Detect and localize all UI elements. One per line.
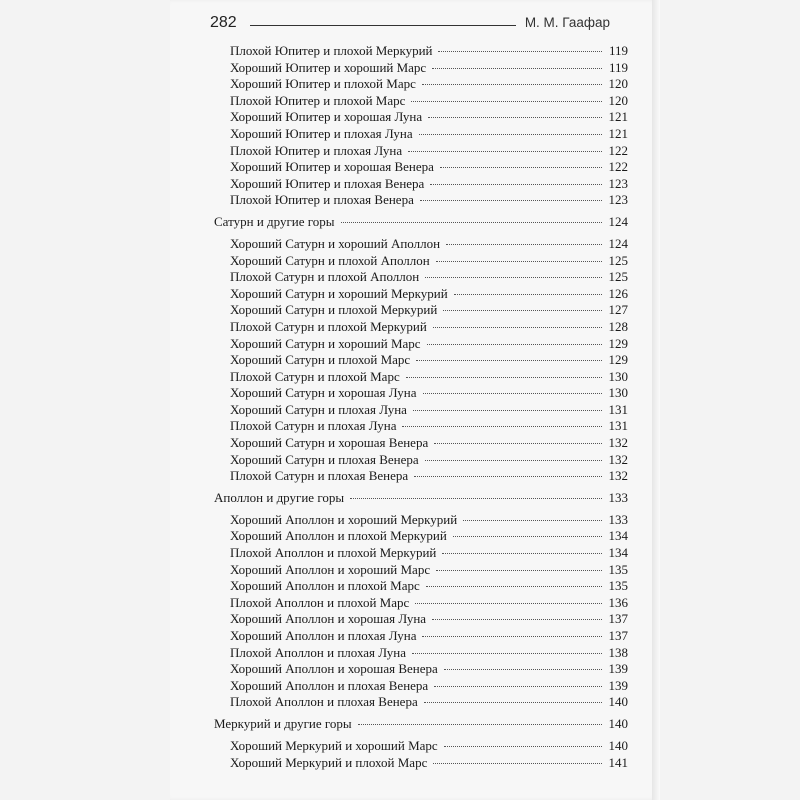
toc-entry bbox=[214, 528, 628, 545]
toc-entry bbox=[214, 562, 628, 579]
toc-dot-leader bbox=[434, 685, 602, 687]
toc-entry-title: Хороший Аполлон и хороший Меркурий bbox=[230, 511, 458, 527]
toc-entry-page: 128 bbox=[608, 318, 628, 334]
toc-entry bbox=[214, 336, 628, 353]
toc-entry bbox=[214, 402, 628, 419]
toc-dot-leader bbox=[406, 376, 602, 378]
toc-entry bbox=[214, 595, 628, 612]
toc-entry-page: 134 bbox=[608, 528, 628, 544]
toc-entry-page: 140 bbox=[608, 694, 628, 710]
toc-entry bbox=[214, 60, 628, 77]
toc-dot-leader bbox=[438, 50, 602, 52]
toc-entry bbox=[214, 628, 628, 645]
toc-entry-page: 132 bbox=[608, 435, 628, 451]
toc-entry-title: Хороший Меркурий и хороший Марс bbox=[230, 737, 438, 753]
toc-entry-title: Хороший Аполлон и хорошая Венера bbox=[230, 661, 438, 677]
toc-entry bbox=[214, 302, 628, 319]
toc-entry bbox=[214, 253, 628, 270]
running-head-author: М. М. Гаафар bbox=[524, 15, 610, 30]
toc-section-entry bbox=[214, 214, 628, 231]
toc-entry bbox=[214, 452, 628, 469]
toc-entry bbox=[214, 192, 628, 209]
toc-dot-leader bbox=[463, 519, 602, 521]
toc-entry bbox=[214, 159, 628, 176]
toc-entry-page: 138 bbox=[608, 644, 628, 660]
toc-entry bbox=[214, 435, 628, 452]
toc-entry-page: 131 bbox=[608, 418, 628, 434]
toc-dot-leader bbox=[432, 67, 602, 69]
toc-entry-title: Хороший Аполлон и хороший Марс bbox=[230, 561, 431, 577]
toc-entry-page: 133 bbox=[608, 489, 628, 505]
toc-entry-page: 129 bbox=[608, 335, 628, 351]
toc-entry-page: 123 bbox=[608, 192, 628, 208]
toc-entry-title: Плохой Аполлон и плохой Меркурий bbox=[230, 545, 437, 561]
toc-entry-title: Хороший Аполлон и хорошая Луна bbox=[230, 611, 427, 627]
toc-entry-page: 125 bbox=[608, 252, 628, 268]
toc-dot-leader bbox=[422, 83, 602, 85]
toc-entry-title: Меркурий и другие горы bbox=[214, 715, 352, 731]
toc-entry-page: 141 bbox=[608, 754, 628, 770]
toc-entry-title: Хороший Сатурн и хороший Марс bbox=[230, 335, 421, 351]
toc-entry bbox=[214, 385, 628, 402]
toc-entry-page: 134 bbox=[608, 545, 628, 561]
toc-entry bbox=[214, 755, 628, 772]
toc-entry bbox=[214, 43, 628, 60]
toc-entry-page: 119 bbox=[608, 59, 628, 75]
toc-dot-leader bbox=[420, 199, 602, 201]
toc-entry-page: 139 bbox=[608, 677, 628, 693]
toc-entry-page: 121 bbox=[608, 109, 628, 125]
toc-dot-leader bbox=[350, 497, 602, 499]
toc-entry-title: Аполлон и другие горы bbox=[214, 489, 345, 505]
toc-entry bbox=[214, 126, 628, 143]
toc-dot-leader bbox=[411, 100, 602, 102]
toc-entry-page: 139 bbox=[608, 661, 628, 677]
toc-entry-title: Хороший Сатурн и хороший Меркурий bbox=[230, 285, 448, 301]
toc-entry bbox=[214, 286, 628, 303]
header-rule bbox=[250, 25, 516, 26]
toc-entry bbox=[214, 109, 628, 126]
toc-entry-title: Хороший Меркурий и плохой Марс bbox=[230, 754, 428, 770]
toc-dot-leader bbox=[425, 276, 602, 278]
toc-dot-leader bbox=[341, 221, 602, 223]
toc-entry-page: 121 bbox=[608, 125, 628, 141]
toc-entry-page: 137 bbox=[608, 611, 628, 627]
toc-entry-page: 124 bbox=[608, 235, 628, 251]
toc-entry bbox=[214, 578, 628, 595]
toc-entry-page: 127 bbox=[608, 302, 628, 318]
toc-entry bbox=[214, 143, 628, 160]
toc-entry bbox=[214, 661, 628, 678]
toc-dot-leader bbox=[444, 745, 602, 747]
toc-entry-title: Сатурн и другие горы bbox=[214, 213, 335, 229]
toc-dot-leader bbox=[413, 409, 602, 411]
toc-entry-title: Плохой Юпитер и плохая Венера bbox=[230, 192, 414, 208]
toc-dot-leader bbox=[436, 569, 602, 571]
toc-entry-page: 135 bbox=[608, 578, 628, 594]
toc-entry bbox=[214, 468, 628, 485]
toc-entry-page: 132 bbox=[608, 451, 628, 467]
toc-dot-leader bbox=[433, 326, 602, 328]
toc-entry-title: Хороший Юпитер и плохая Луна bbox=[230, 125, 413, 141]
toc-entry-title: Хороший Юпитер и хорошая Луна bbox=[230, 109, 423, 125]
toc-entry-page: 125 bbox=[608, 269, 628, 285]
page-header bbox=[210, 12, 610, 34]
toc-entry-title: Хороший Сатурн и плохой Аполлон bbox=[230, 252, 430, 268]
toc-entry-title: Хороший Сатурн и плохая Венера bbox=[230, 451, 419, 467]
page-edge bbox=[652, 0, 660, 800]
toc-entry-title: Хороший Юпитер и хорошая Венера bbox=[230, 159, 434, 175]
toc-dot-leader bbox=[442, 552, 602, 554]
toc-entry bbox=[214, 269, 628, 286]
toc-entry bbox=[214, 418, 628, 435]
toc-entry-title: Хороший Аполлон и плохая Луна bbox=[230, 628, 417, 643]
toc-entry-page: 124 bbox=[608, 213, 628, 229]
toc-entry-page: 137 bbox=[608, 628, 628, 643]
toc-dot-leader bbox=[444, 668, 602, 670]
toc-entry-title: Плохой Юпитер и плохой Марс bbox=[230, 92, 406, 108]
toc-section-entry bbox=[214, 490, 628, 507]
toc-entry-title: Хороший Сатурн и хороший Аполлон bbox=[230, 235, 441, 251]
toc-entry-title: Хороший Сатурн и плохой Меркурий bbox=[230, 302, 438, 318]
toc-entry-title: Хороший Сатурн и хорошая Луна bbox=[230, 385, 417, 401]
toc-dot-leader bbox=[433, 762, 602, 764]
toc-entry-title: Хороший Аполлон и плохой Марс bbox=[230, 578, 420, 594]
toc-entry-page: 120 bbox=[608, 92, 628, 108]
toc-section-entry bbox=[214, 716, 628, 733]
toc-entry bbox=[214, 545, 628, 562]
toc-dot-leader bbox=[453, 535, 602, 537]
toc-dot-leader bbox=[425, 459, 602, 461]
toc-entry bbox=[214, 694, 628, 711]
toc-dot-leader bbox=[402, 425, 602, 427]
toc-entry-page: 140 bbox=[608, 737, 628, 753]
toc-entry-title: Хороший Сатурн и хорошая Венера bbox=[230, 435, 429, 451]
toc-dot-leader bbox=[414, 475, 602, 477]
toc-entry-title: Хороший Аполлон и плохой Меркурий bbox=[230, 528, 447, 544]
toc-entry bbox=[214, 352, 628, 369]
toc-dot-leader bbox=[427, 343, 602, 345]
toc-entry-title: Плохой Сатурн и плохой Меркурий bbox=[230, 318, 427, 334]
toc-entry bbox=[214, 76, 628, 93]
toc-dot-leader bbox=[428, 116, 602, 118]
toc-entry-page: 126 bbox=[608, 285, 628, 301]
toc-entry-page: 140 bbox=[608, 715, 628, 731]
toc-entry-page: 136 bbox=[608, 594, 628, 610]
toc-entry bbox=[214, 93, 628, 110]
toc-dot-leader bbox=[443, 309, 602, 311]
toc-entry-title: Плохой Юпитер и плохая Луна bbox=[230, 142, 403, 158]
toc-entry bbox=[214, 678, 628, 695]
toc-dot-leader bbox=[446, 243, 602, 245]
toc-entry-title: Хороший Юпитер и хороший Марс bbox=[230, 59, 427, 75]
toc-dot-leader bbox=[408, 150, 602, 152]
toc-entry-page: 135 bbox=[608, 561, 628, 577]
toc-dot-leader bbox=[440, 166, 602, 168]
toc-entry bbox=[214, 645, 628, 662]
toc-entry-title: Плохой Сатурн и плохой Аполлон bbox=[230, 269, 420, 285]
toc-entry-title: Хороший Сатурн и плохой Марс bbox=[230, 352, 411, 368]
toc-entry bbox=[214, 236, 628, 253]
toc-entry-title: Хороший Сатурн и плохая Луна bbox=[230, 401, 407, 417]
toc-entry-page: 122 bbox=[608, 142, 628, 158]
toc-dot-leader bbox=[430, 183, 602, 185]
toc-entry-page: 132 bbox=[608, 468, 628, 484]
toc-dot-leader bbox=[419, 133, 602, 135]
toc-entry-page: 130 bbox=[608, 368, 628, 384]
toc-dot-leader bbox=[424, 701, 602, 703]
toc-entry-title: Плохой Сатурн и плохая Луна bbox=[230, 418, 397, 434]
toc-dot-leader bbox=[436, 260, 602, 262]
toc-entry-title: Хороший Аполлон и плохая Венера bbox=[230, 677, 429, 693]
toc-entry bbox=[214, 369, 628, 386]
toc-dot-leader bbox=[432, 618, 602, 620]
toc-dot-leader bbox=[412, 652, 602, 654]
toc-entry-page: 131 bbox=[608, 401, 628, 417]
toc-entry-page: 119 bbox=[608, 43, 628, 58]
toc-entry-page: 120 bbox=[608, 76, 628, 92]
table-of-contents bbox=[214, 43, 628, 771]
toc-entry-title: Плохой Сатурн и плохой Марс bbox=[230, 368, 400, 384]
page-number: 282 bbox=[210, 14, 237, 31]
toc-entry bbox=[214, 611, 628, 628]
toc-entry-page: 130 bbox=[608, 385, 628, 401]
toc-entry-title: Хороший Юпитер и плохой Марс bbox=[230, 76, 416, 92]
toc-dot-leader bbox=[422, 635, 602, 637]
toc-entry-page: 129 bbox=[608, 352, 628, 368]
toc-dot-leader bbox=[415, 602, 602, 604]
toc-dot-leader bbox=[358, 723, 602, 725]
toc-entry-title: Плохой Сатурн и плохая Венера bbox=[230, 468, 409, 484]
toc-entry bbox=[214, 176, 628, 193]
toc-entry bbox=[214, 738, 628, 755]
toc-entry-title: Плохой Аполлон и плохой Марс bbox=[230, 594, 410, 610]
toc-dot-leader bbox=[423, 392, 602, 394]
toc-entry bbox=[214, 319, 628, 336]
toc-entry bbox=[214, 512, 628, 529]
toc-entry-title: Плохой Аполлон и плохая Луна bbox=[230, 644, 406, 660]
toc-dot-leader bbox=[426, 585, 602, 587]
toc-entry-title: Плохой Юпитер и плохой Меркурий bbox=[230, 43, 433, 58]
toc-entry-title: Хороший Юпитер и плохая Венера bbox=[230, 175, 425, 191]
toc-entry-page: 133 bbox=[608, 511, 628, 527]
toc-entry-title: Плохой Аполлон и плохая Венера bbox=[230, 694, 418, 710]
toc-dot-leader bbox=[454, 293, 602, 295]
toc-dot-leader bbox=[434, 442, 602, 444]
toc-dot-leader bbox=[416, 359, 602, 361]
toc-entry-page: 122 bbox=[608, 159, 628, 175]
toc-entry-page: 123 bbox=[608, 175, 628, 191]
